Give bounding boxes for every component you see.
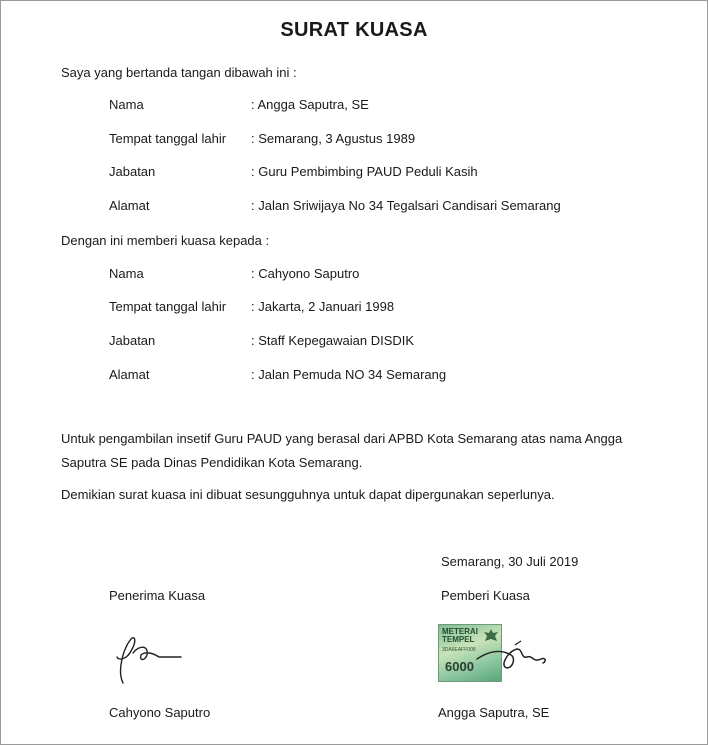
grantor-address-label: Alamat — [109, 198, 150, 213]
grantee-name-value: : Cahyono Saputro — [251, 266, 360, 281]
grantee-position-label: Jabatan — [109, 333, 156, 348]
receiver-role: Penerima Kuasa — [109, 588, 206, 603]
grantee-name-label: Nama — [109, 266, 144, 281]
grantee-address-label: Alamat — [109, 367, 150, 382]
purpose-paragraph: Untuk pengambilan insetif Guru PAUD yang berasal dari APBD Kota Semarang atas nama Angga Saputra SE pada Dinas Pendidikan Kota Semarang. — [61, 431, 623, 470]
grantor-position-label: Jabatan — [109, 164, 156, 179]
place-date: Semarang, 30 Juli 2019 — [441, 554, 579, 569]
giver-role: Pemberi Kuasa — [441, 588, 530, 603]
stamp-code: 3DA6EAFF008 — [442, 647, 476, 653]
grantee-position-value: : Staff Kepegawaian DISDIK — [251, 333, 415, 348]
grantor-address-value: : Jalan Sriwijaya No 34 Tegalsari Candisari Semarang — [251, 198, 561, 213]
receiver-signature — [109, 631, 189, 687]
document-title: SURAT KUASA — [280, 19, 428, 41]
grant-intro-text: Dengan ini memberi kuasa kepada : — [61, 233, 270, 248]
grantor-birth-value: : Semarang, 3 Agustus 1989 — [251, 131, 416, 146]
stamp-value: 6000 — [445, 659, 474, 674]
grantee-birth-label: Tempat tanggal lahir — [109, 299, 227, 314]
giver-signature — [471, 637, 551, 677]
stamp-label-1: METERAI — [442, 627, 478, 636]
closing-text: Demikian surat kuasa ini dibuat sesungguhnya untuk dapat dipergunakan seperlunya. — [61, 487, 555, 502]
grantor-name-value: : Angga Saputra, SE — [251, 97, 369, 112]
stamp-label-2: TEMPEL — [442, 635, 475, 644]
grantor-name-label: Nama — [109, 97, 144, 112]
grantor-position-value: : Guru Pembimbing PAUD Peduli Kasih — [251, 164, 478, 179]
giver-name: Angga Saputra, SE — [438, 705, 550, 720]
grantor-birth-label: Tempat tanggal lahir — [109, 131, 227, 146]
receiver-name: Cahyono Saputro — [109, 705, 211, 720]
intro-text: Saya yang bertanda tangan dibawah ini : — [61, 65, 297, 80]
grantee-address-value: : Jalan Pemuda NO 34 Semarang — [251, 367, 447, 382]
grantee-birth-value: : Jakarta, 2 Januari 1998 — [251, 299, 395, 314]
